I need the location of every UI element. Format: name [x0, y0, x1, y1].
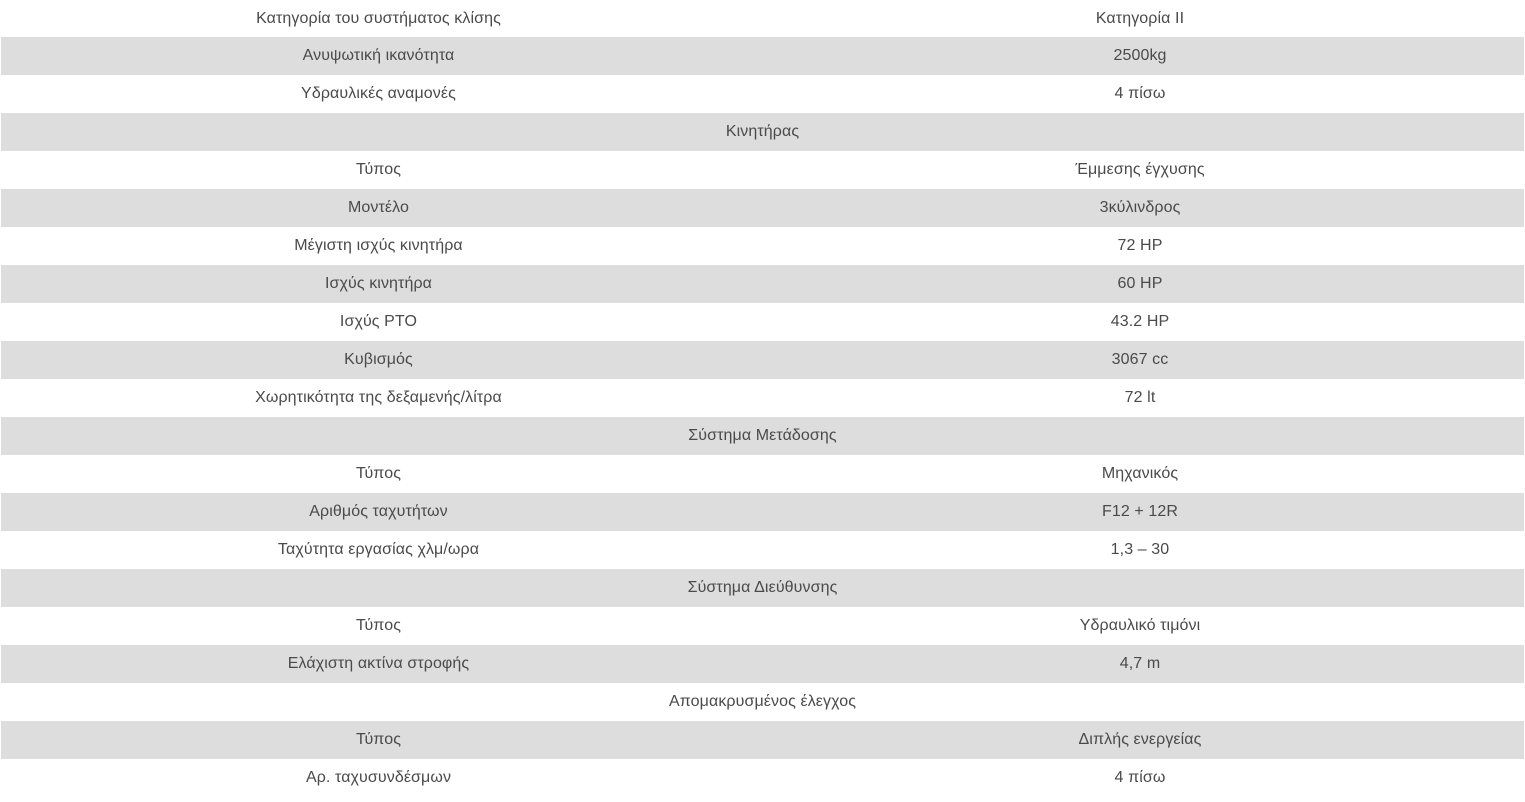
spec-row — [1, 607, 1524, 645]
section-title-transmission: Σύστημα Μετάδοσης — [1, 417, 1524, 455]
spec-row — [1, 531, 1524, 569]
spec-value: 3κύλινδρος — [756, 189, 1524, 227]
section-title-remote-control: Απομακρυσμένος έλεγχος — [1, 683, 1524, 721]
spec-value: Υδραυλικό τιμόνι — [756, 607, 1524, 645]
spec-value: 4 πίσω — [756, 759, 1524, 797]
spec-row — [1, 341, 1524, 379]
spec-label: Αριθμός ταχυτήτων — [1, 493, 756, 531]
spec-row — [1, 189, 1524, 227]
spec-row — [1, 75, 1524, 113]
spec-label: Υδραυλικές αναμονές — [1, 75, 756, 113]
spec-value: 72 HP — [756, 227, 1524, 265]
spec-label: Τύπος — [1, 721, 756, 759]
spec-label: Αρ. ταχυσυνδέσμων — [1, 759, 756, 797]
spec-label: Κυβισμός — [1, 341, 756, 379]
spec-value: Κατηγορία II — [756, 0, 1524, 37]
section-header-row — [1, 417, 1524, 455]
spec-row — [1, 759, 1524, 797]
spec-row — [1, 645, 1524, 683]
spec-value: 43.2 HP — [756, 303, 1524, 341]
spec-label: Ισχύς κινητήρα — [1, 265, 756, 303]
spec-value: 2500kg — [756, 37, 1524, 75]
spec-label: Χωρητικότητα της δεξαμενής/λίτρα — [1, 379, 756, 417]
spec-row — [1, 721, 1524, 759]
section-header-row — [1, 683, 1524, 721]
spec-value: Διπλής ενεργείας — [756, 721, 1524, 759]
spec-row — [1, 151, 1524, 189]
spec-label: Τύπος — [1, 455, 756, 493]
spec-value: F12 + 12R — [756, 493, 1524, 531]
spec-row — [1, 37, 1524, 75]
spec-label: Ανυψωτική ικανότητα — [1, 37, 756, 75]
spec-value: Μηχανικός — [756, 455, 1524, 493]
section-header-row — [1, 569, 1524, 607]
spec-label: Ισχύς PTO — [1, 303, 756, 341]
spec-label: Κατηγορία του συστήματος κλίσης — [1, 0, 756, 37]
spec-row — [1, 227, 1524, 265]
spec-row — [1, 265, 1524, 303]
spec-value: Έμμεσης έγχυσης — [756, 151, 1524, 189]
spec-value: 1,3 – 30 — [756, 531, 1524, 569]
section-title-engine: Κινητήρας — [1, 113, 1524, 151]
spec-label: Τύπος — [1, 607, 756, 645]
spec-row — [1, 0, 1524, 37]
spec-label: Μοντέλο — [1, 189, 756, 227]
spec-label: Ελάχιστη ακτίνα στροφής — [1, 645, 756, 683]
section-header-row — [1, 113, 1524, 151]
spec-row — [1, 455, 1524, 493]
spec-value: 4,7 m — [756, 645, 1524, 683]
specifications-table — [1, 0, 1524, 797]
spec-row — [1, 493, 1524, 531]
spec-value: 4 πίσω — [756, 75, 1524, 113]
specifications-table-body — [1, 0, 1524, 797]
spec-row — [1, 303, 1524, 341]
spec-label: Τύπος — [1, 151, 756, 189]
spec-label: Μέγιστη ισχύς κινητήρα — [1, 227, 756, 265]
spec-row — [1, 379, 1524, 417]
spec-value: 3067 cc — [756, 341, 1524, 379]
spec-label: Ταχύτητα εργασίας χλμ/ωρα — [1, 531, 756, 569]
spec-value: 72 lt — [756, 379, 1524, 417]
section-title-steering: Σύστημα Διεύθυνσης — [1, 569, 1524, 607]
spec-value: 60 HP — [756, 265, 1524, 303]
